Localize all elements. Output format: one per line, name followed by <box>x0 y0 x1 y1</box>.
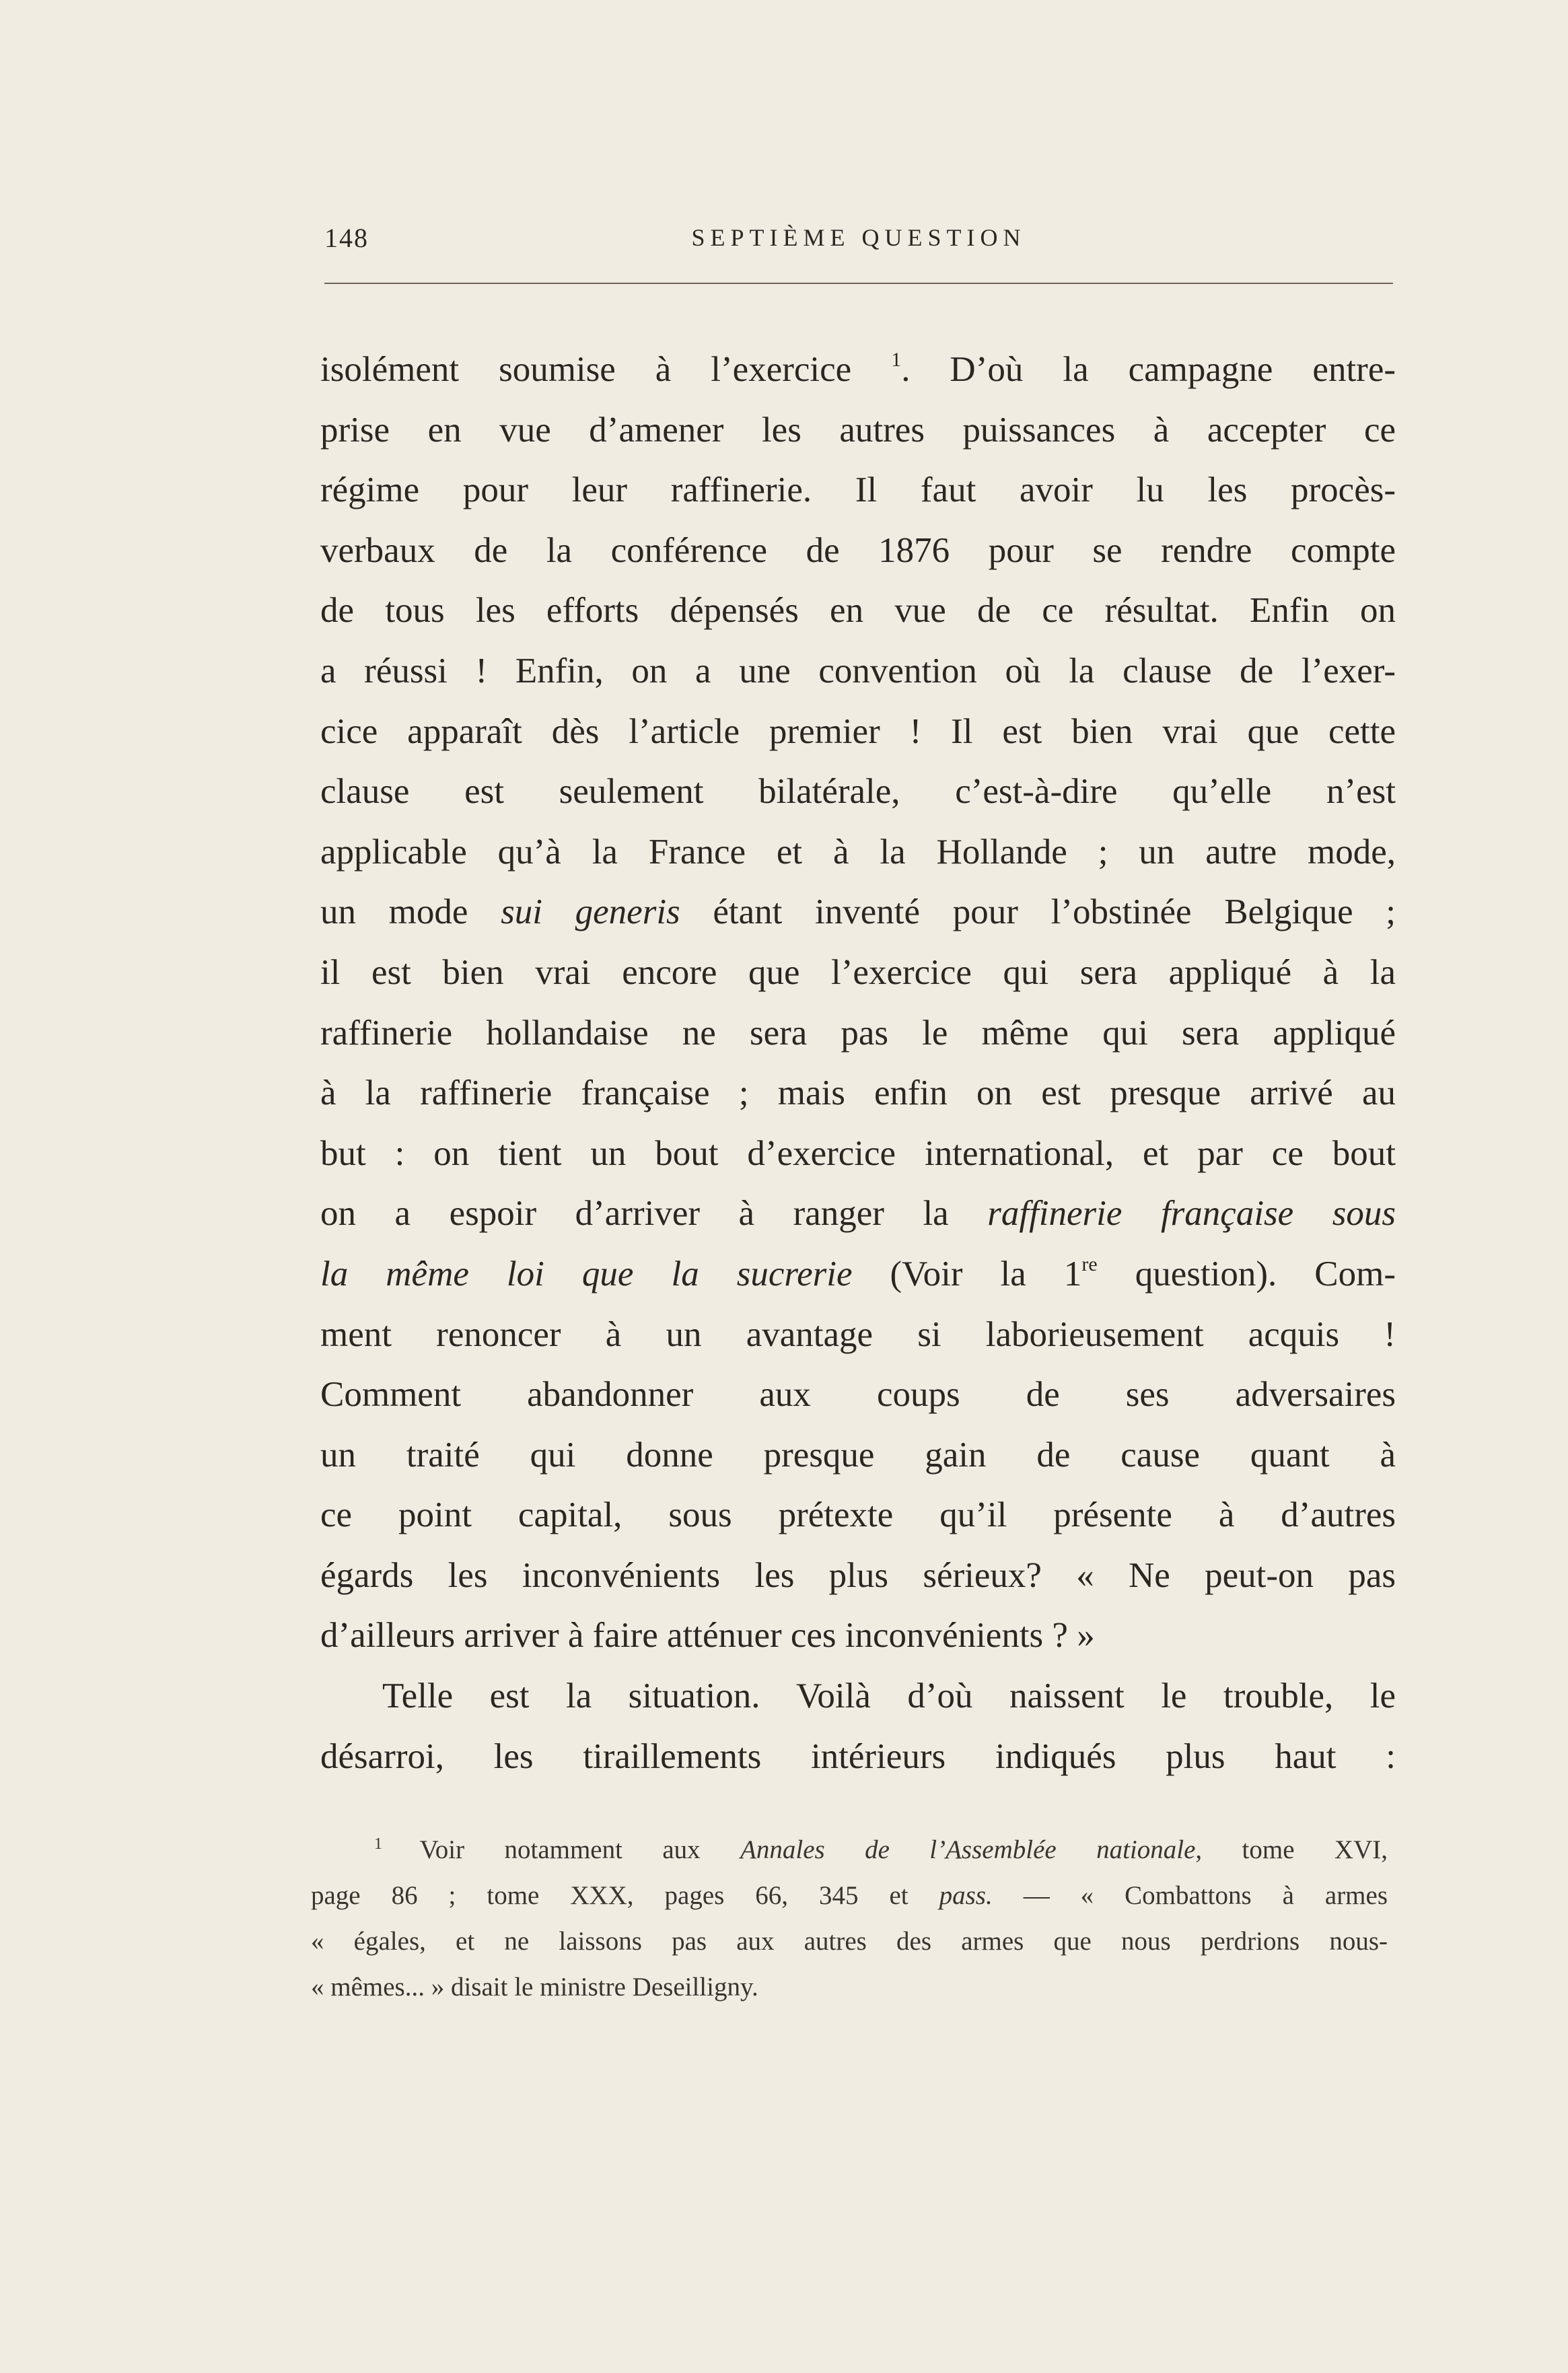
text-run: il est bien vrai encore que l’exercice qui sera appliqué à la <box>320 952 1396 992</box>
footnote-line <box>311 1827 1388 1873</box>
text-line <box>320 1365 1396 1425</box>
text-run: « égales, et ne laissons pas aux autres des armes que nous perdrions nous- <box>311 1927 1388 1956</box>
text-line <box>320 1666 1396 1727</box>
text-run: verbaux de la conférence de 1876 pour se rendre compte <box>320 530 1396 570</box>
text-line <box>320 1727 1396 1787</box>
text-run: applicable qu’à la France et à la Hollande ; un autre mode, <box>320 832 1396 872</box>
text-run: désarroi, les tiraillements intérieurs indiqués plus haut : <box>320 1736 1396 1776</box>
text-line <box>320 581 1396 641</box>
page-number: 148 <box>324 223 369 253</box>
text-line <box>320 1124 1396 1184</box>
italic-text: Annales de l’Assemblée nationale <box>740 1835 1196 1864</box>
text-run: régime pour leur raffinerie. Il faut avoir lu les procès- <box>320 470 1396 510</box>
page-header <box>324 222 1393 269</box>
text-run: on a espoir d’arriver à ranger la <box>320 1194 988 1234</box>
text-run: isolément soumise à l’exercice <box>320 350 892 389</box>
italic-text: sui generis <box>501 892 680 932</box>
running-title: SEPTIÈME QUESTION <box>691 224 1026 251</box>
superscript: re <box>1081 1252 1098 1275</box>
footnote-line <box>311 1964 1388 2010</box>
footnote <box>311 1827 1388 2010</box>
text-line <box>320 1546 1396 1606</box>
text-run: , tome XVI, <box>1195 1835 1388 1864</box>
text-line <box>320 400 1396 461</box>
text-run: Comment abandonner aux coups de ses adversaires <box>320 1375 1396 1415</box>
text-line <box>320 882 1396 943</box>
text-line <box>320 1606 1396 1666</box>
text-line <box>320 1003 1396 1064</box>
text-run: (Voir la 1 <box>852 1254 1082 1294</box>
text-line <box>320 822 1396 883</box>
text-run: — « Combattons à armes <box>992 1881 1388 1910</box>
header-rule <box>324 283 1393 284</box>
superscript: 1 <box>891 349 902 371</box>
text-run: ce point capital, sous prétexte qu’il présente à d’autres <box>320 1495 1396 1535</box>
text-run: un traité qui donne presque gain de cause quant à <box>320 1435 1396 1475</box>
text-run: Voir notamment aux <box>419 1835 741 1864</box>
text-run: égards les inconvénients les plus sérieux? « Ne peut-on pas <box>320 1555 1396 1595</box>
text-line <box>320 1425 1396 1486</box>
footnote-line <box>311 1873 1388 1919</box>
italic-text: pass. <box>939 1881 993 1910</box>
text-run: à la raffinerie française ; mais enfin on est presque arrivé au <box>320 1073 1396 1113</box>
italic-text: la même loi que la sucrerie <box>320 1254 853 1294</box>
italic-text: raffinerie française sous <box>987 1194 1396 1234</box>
text-run: page 86 ; tome XXX, pages 66, 345 et <box>311 1881 939 1910</box>
footnote-line <box>311 1919 1388 1964</box>
text-line <box>320 1485 1396 1546</box>
text-run: cice apparaît dès l’article premier ! Il est bien vrai que cette <box>320 711 1396 751</box>
text-run: clause est seulement bilatérale, c’est-à-dire qu’elle n’est <box>320 772 1396 812</box>
text-run: ment renoncer à un avantage si laborieusement acquis ! <box>320 1314 1396 1354</box>
text-run: raffinerie hollandaise ne sera pas le même qui sera appliqué <box>320 1013 1396 1053</box>
main-text <box>320 340 1396 1787</box>
text-run: . D’où la campagne entre- <box>901 350 1396 389</box>
text-run: but : on tient un bout d’exercice international, et par ce bout <box>320 1133 1396 1173</box>
footnote-marker: 1 <box>374 1835 420 1853</box>
text-run: prise en vue d’amener les autres puissances à accepter ce <box>320 410 1396 450</box>
text-run: d’ailleurs arriver à faire atténuer ces inconvénients ? » <box>320 1616 1095 1656</box>
text-run: « mêmes... » disait le ministre Deseilligny. <box>311 1973 758 2002</box>
text-line <box>320 1184 1396 1244</box>
text-run: Telle est la situation. Voilà d’où naissent le trouble, le <box>382 1676 1396 1716</box>
text-line <box>320 1305 1396 1366</box>
text-run: un mode <box>320 892 501 932</box>
text-line <box>320 762 1396 822</box>
text-run: étant inventé pour l’obstinée Belgique ; <box>680 892 1396 932</box>
text-line <box>320 641 1396 702</box>
text-line <box>320 943 1396 1003</box>
text-run: a réussi ! Enfin, on a une convention où la clause de l’exer- <box>320 651 1396 690</box>
text-line <box>320 1063 1396 1124</box>
text-line <box>320 521 1396 581</box>
text-line <box>320 1244 1396 1305</box>
text-line <box>320 702 1396 763</box>
text-run: question). Com- <box>1097 1254 1396 1294</box>
text-run: de tous les efforts dépensés en vue de ce résultat. Enfin on <box>320 591 1396 631</box>
text-line <box>320 460 1396 521</box>
text-line <box>320 340 1396 400</box>
